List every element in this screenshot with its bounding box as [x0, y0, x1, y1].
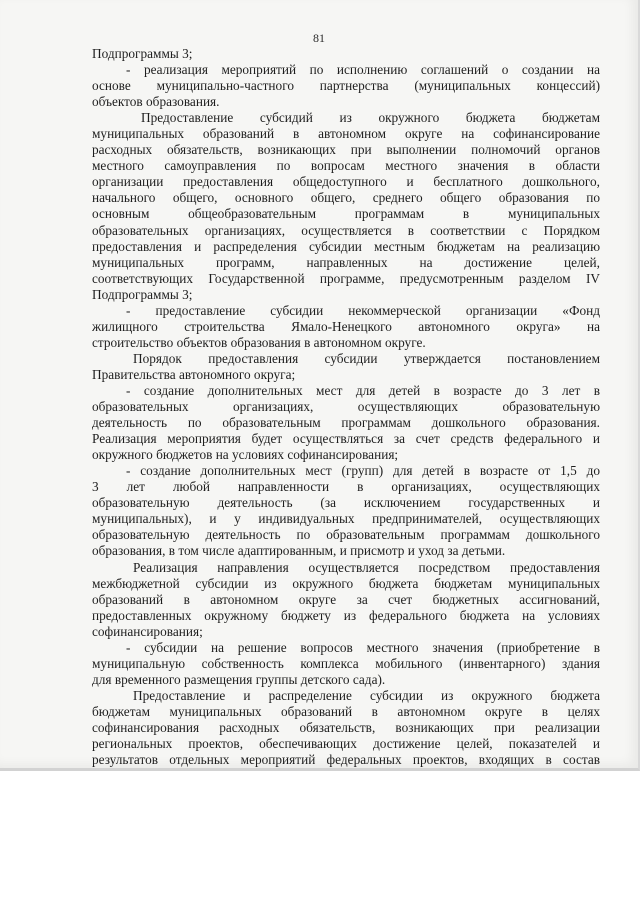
text-line: деятельность по образовательным программам дошкольного образования.	[92, 415, 600, 431]
text-line: - создание дополнительных мест для детей в возрасте до 3 лет в	[126, 382, 600, 398]
text-line: Порядок предоставления субсидии утверждается постановлением	[133, 350, 600, 366]
text-line: местного самоуправления по вопросам местного значения в области	[92, 158, 600, 174]
text-line: Подпрограммы 3;	[92, 46, 193, 61]
text-line: софинансирования;	[92, 623, 203, 639]
text-line: Предоставление субсидий из окружного бюджета бюджетам	[141, 110, 600, 126]
text-line: Предоставление и распределение субсидии из окружного бюджета	[133, 687, 600, 703]
text-line: для временного размещения группы детского сада).	[92, 671, 386, 687]
text-line: результатов отдельных мероприятий федеральных проектов, входящих в состав	[92, 752, 600, 768]
page-number: 81	[313, 31, 325, 45]
text-line: муниципальных программ, направленных на достижение целей,	[92, 254, 600, 270]
text-line: жилищного строительства Ямало-Ненецкого автономного округа» на	[92, 318, 600, 334]
text-line: образовательных организациях, осуществляется в соответствии с Порядком	[92, 222, 600, 238]
text-line: - создание дополнительных мест (групп) для детей в возрасте от 1,5 до	[126, 463, 600, 479]
text-line: Реализация направления осуществляется посредством предоставления	[133, 559, 600, 575]
text-line: образования, в том числе адаптированным, и присмотр и уход за детьми.	[92, 543, 506, 559]
text-line: - предоставление субсидии некоммерческой организации «Фонд	[126, 302, 600, 318]
text-line: предоставленных окружному бюджету из федерального бюджета на условиях	[92, 607, 600, 623]
text-line: - реализация мероприятий по исполнению соглашений о создании на	[126, 62, 600, 78]
text-line: муниципальных образований в автономном округе на софинансирование	[92, 126, 600, 142]
text-line: организации предоставления общедоступного и бесплатного дошкольного,	[92, 174, 600, 190]
text-line: Правительства автономного округа;	[92, 366, 296, 382]
text-line: образовательную деятельность по образовательным программам дошкольного	[92, 527, 600, 543]
text-line: начального общего, основного общего, среднего общего образования по	[92, 190, 600, 206]
text-line: - субсидии на решение вопросов местного значения (приобретение в	[126, 639, 600, 655]
text-line: бюджетам муниципальных образований в автономном округе в целях	[92, 703, 600, 719]
text-line: расходных обязательств, возникающих при выполнении полномочий органов	[92, 142, 600, 158]
text-line: предоставления и распределения субсидии местным бюджетам на реализацию	[92, 238, 600, 254]
text-line: региональных проектов, обеспечивающих достижение целей, показателей и	[92, 736, 600, 752]
text-line: основе муниципально-частного партнерства (муниципальных концессий)	[92, 78, 600, 94]
text-line: 3 лет любой направленности в организациях, осуществляющих	[92, 479, 600, 495]
text-line: соответствующих Государственной программе, предусмотренным разделом IV	[92, 270, 600, 286]
text-line: софинансирования расходных обязательств, возникающих при реализации	[92, 719, 600, 735]
body-text	[92, 46, 600, 768]
text-line: объектов образования.	[92, 94, 220, 110]
text-line: Реализация мероприятия будет осуществляться за счет средств федерального и	[92, 431, 600, 447]
text-line: межбюджетной субсидии из окружного бюджета бюджетам муниципальных	[92, 575, 600, 591]
text-line: строительство объектов образования в автономном округе.	[92, 334, 426, 350]
text-line: образовательных организациях, осуществляющих образовательную	[92, 399, 600, 415]
text-line: Подпрограммы 3;	[92, 286, 193, 302]
text-line: муниципальную собственность комплекса мобильного (инвентарного) здания	[92, 655, 600, 671]
text-line: образовательную деятельность (за исключением государственных и	[92, 495, 600, 511]
text-line: муниципальных), и у индивидуальных предпринимателей, осуществляющих	[92, 511, 600, 527]
text-line: основным общеобразовательным программам в муниципальных	[92, 206, 600, 222]
text-line: образований в автономном округе за счет бюджетных ассигнований,	[92, 591, 600, 607]
text-line: окружного бюджетов на условиях софинансирования;	[92, 447, 399, 463]
